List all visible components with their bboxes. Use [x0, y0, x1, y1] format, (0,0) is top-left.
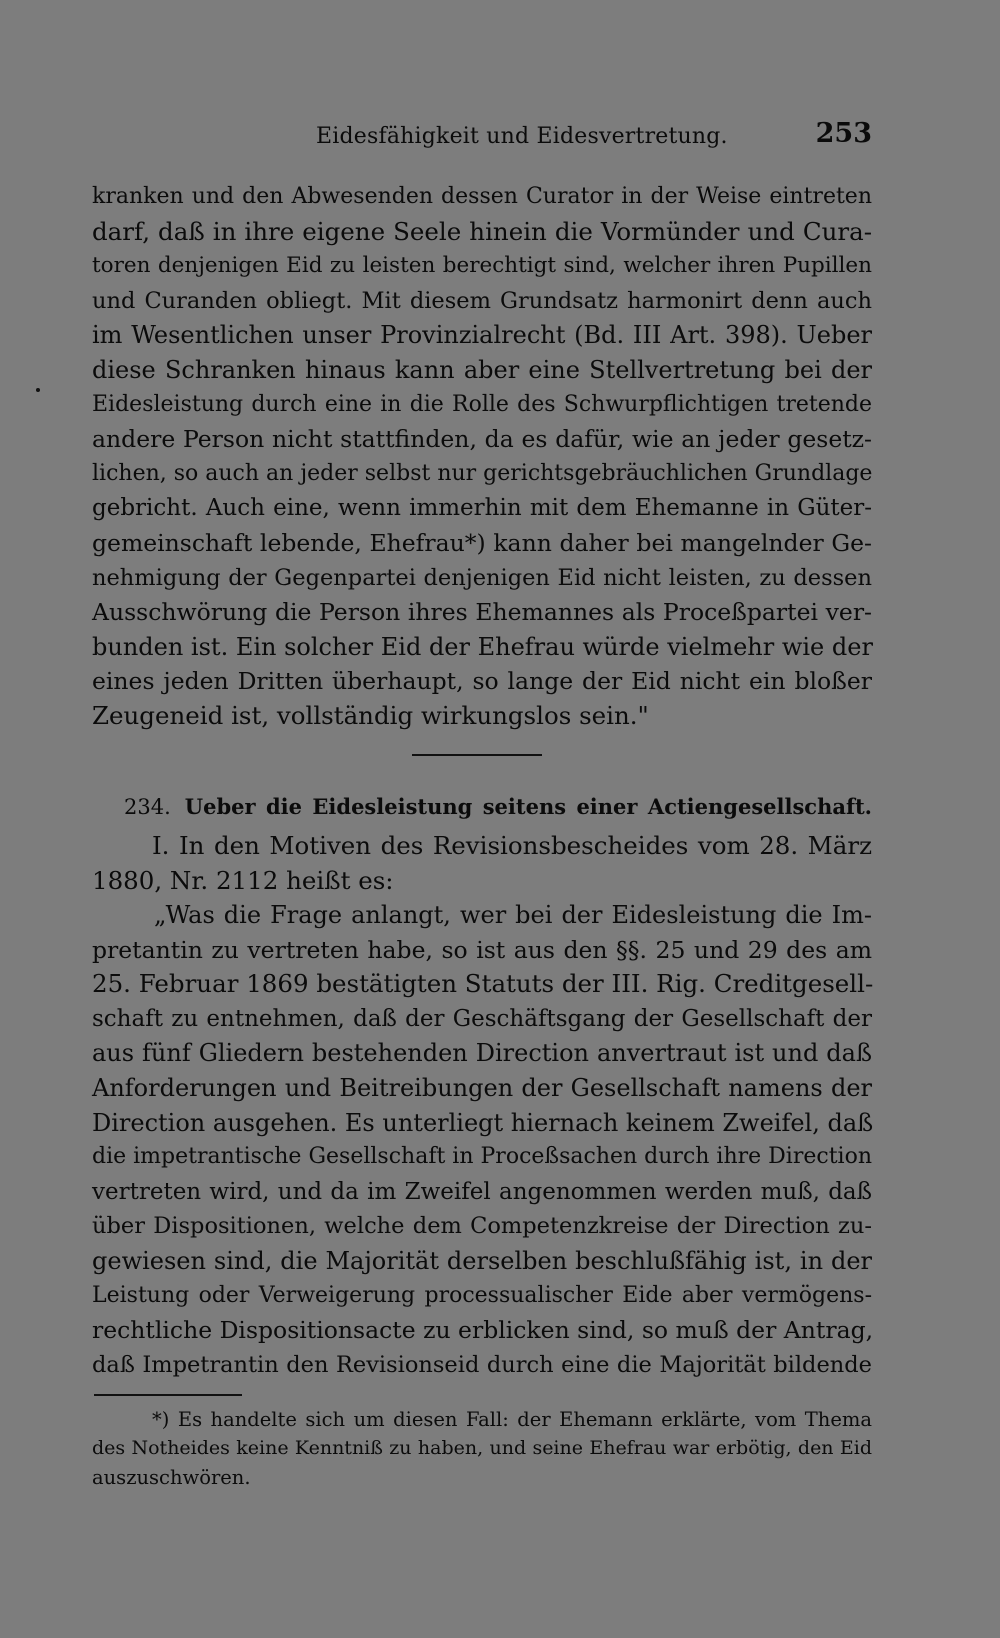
page-header	[94, 118, 872, 158]
text-line: daß Impetrantin den Revisionseid durch eine die Majorität bildende	[92, 1351, 872, 1378]
footnote	[92, 1405, 872, 1492]
text-line: nehmigung der Gegenpartei denjenigen Eid nicht leisten, zu dessen	[92, 564, 872, 591]
text-line: Leistung oder Verweigerung processualischer Eide aber vermögens-	[92, 1282, 872, 1308]
text-line: gemeinschaft lebende, Ehefrau*) kann daher bei mangelnder Ge-	[92, 528, 872, 557]
section-number: 234.	[124, 795, 171, 819]
text-line: diese Schranken hinaus kann aber eine Stellvertretung bei der	[92, 355, 872, 384]
footnote-line: des Notheides keine Kenntniß zu haben, und seine Ehefrau war erbötig, den Eid	[92, 1437, 872, 1459]
footnote-line: auszuschwören.	[92, 1466, 251, 1489]
text-line: gebricht. Auch eine, wenn immerhin mit dem Ehemanne in Güter-	[92, 495, 872, 522]
text-line: lichen, so auch an jeder selbst nur gerichtsgebräuchlichen Grundlage	[92, 460, 873, 486]
text-line: 25. Februar 1869 bestätigten Statuts der III. Rig. Creditgesell-	[92, 969, 874, 999]
text-line: Ausschwörung die Person ihres Ehemannes als Proceßpartei ver-	[92, 598, 872, 627]
section-divider	[412, 754, 542, 756]
text-line: im Wesentlichen unser Provinzialrecht (Bd. III Art. 398). Ueber	[92, 321, 872, 350]
text-line: „Was die Frage anlangt, wer bei der Eidesleistung die Im-	[154, 901, 872, 929]
paragraph-quote	[92, 898, 872, 1382]
text-line: Zeugeneid ist, vollständig wirkungslos sein."	[92, 700, 649, 730]
text-line: Anforderungen und Beitreibungen der Gesellschaft namens der	[92, 1073, 872, 1102]
text-line: eines jeden Dritten überhaupt, so lange der Eid nicht ein bloßer	[92, 667, 872, 696]
footnote-divider	[94, 1394, 242, 1396]
section-title: Ueber die Eidesleistung seitens einer Actiengesellschaft.	[184, 794, 872, 819]
text-line: darf, daß in ihre eigene Seele hinein die Vormünder und Cura-	[92, 216, 872, 246]
text-line: aus fünf Gliedern bestehenden Direction anvertraut ist und daß	[92, 1039, 872, 1068]
text-line: schaft zu entnehmen, daß der Geschäftsgang der Gesellschaft der	[92, 1005, 872, 1032]
text-line: Eidesleistung durch eine in die Rolle des Schwurpflichtigen tretende	[92, 391, 872, 417]
text-line: über Dispositionen, welche dem Competenzkreise der Direction zu-	[92, 1213, 872, 1240]
text-line: gewiesen sind, die Majorität derselben beschlußfähig ist, in der	[92, 1246, 872, 1275]
footnote-line: *) Es handelte sich um diesen Fall: der Ehemann erklärte, vom Thema	[152, 1408, 872, 1431]
section-heading	[92, 787, 872, 827]
text-line: 1880, Nr. 2112 heißt es:	[92, 865, 394, 895]
text-line: pretantin zu vertreten habe, so ist aus den §§. 25 und 29 des am	[92, 935, 872, 964]
print-speck	[36, 388, 40, 392]
text-line: andere Person nicht stattfinden, da es dafür, wie an jeder gesetz-	[92, 425, 872, 454]
text-line: bunden ist. Ein solcher Eid der Ehefrau würde vielmehr wie der	[92, 632, 873, 661]
paragraph-continuation	[92, 180, 872, 734]
paragraph-intro	[92, 829, 872, 898]
text-line: I. In den Motiven des Revisionsbescheides vom 28. März	[152, 831, 872, 860]
text-line: die impetrantische Gesellschaft in Proceßsachen durch ihre Direction	[92, 1144, 872, 1170]
text-line: Direction ausgehen. Es unterliegt hiernach keinem Zweifel, daß	[92, 1108, 874, 1137]
text-line: toren denjenigen Eid zu leisten berechtigt sind, welcher ihren Pupillen	[92, 253, 872, 279]
text-line: kranken und den Abwesenden dessen Curator in der Weise eintreten	[92, 184, 872, 209]
text-line: vertreten wird, und da im Zweifel angenommen werden muß, daß	[92, 1178, 872, 1205]
page-number: 253	[815, 118, 872, 149]
text-line: rechtliche Dispositionsacte zu erblicken sind, so muß der Antrag,	[92, 1316, 874, 1345]
running-title: Eidesfähigkeit und Eidesvertretung.	[316, 124, 728, 149]
text-line: und Curanden obliegt. Mit diesem Grundsatz harmonirt denn auch	[92, 287, 872, 314]
